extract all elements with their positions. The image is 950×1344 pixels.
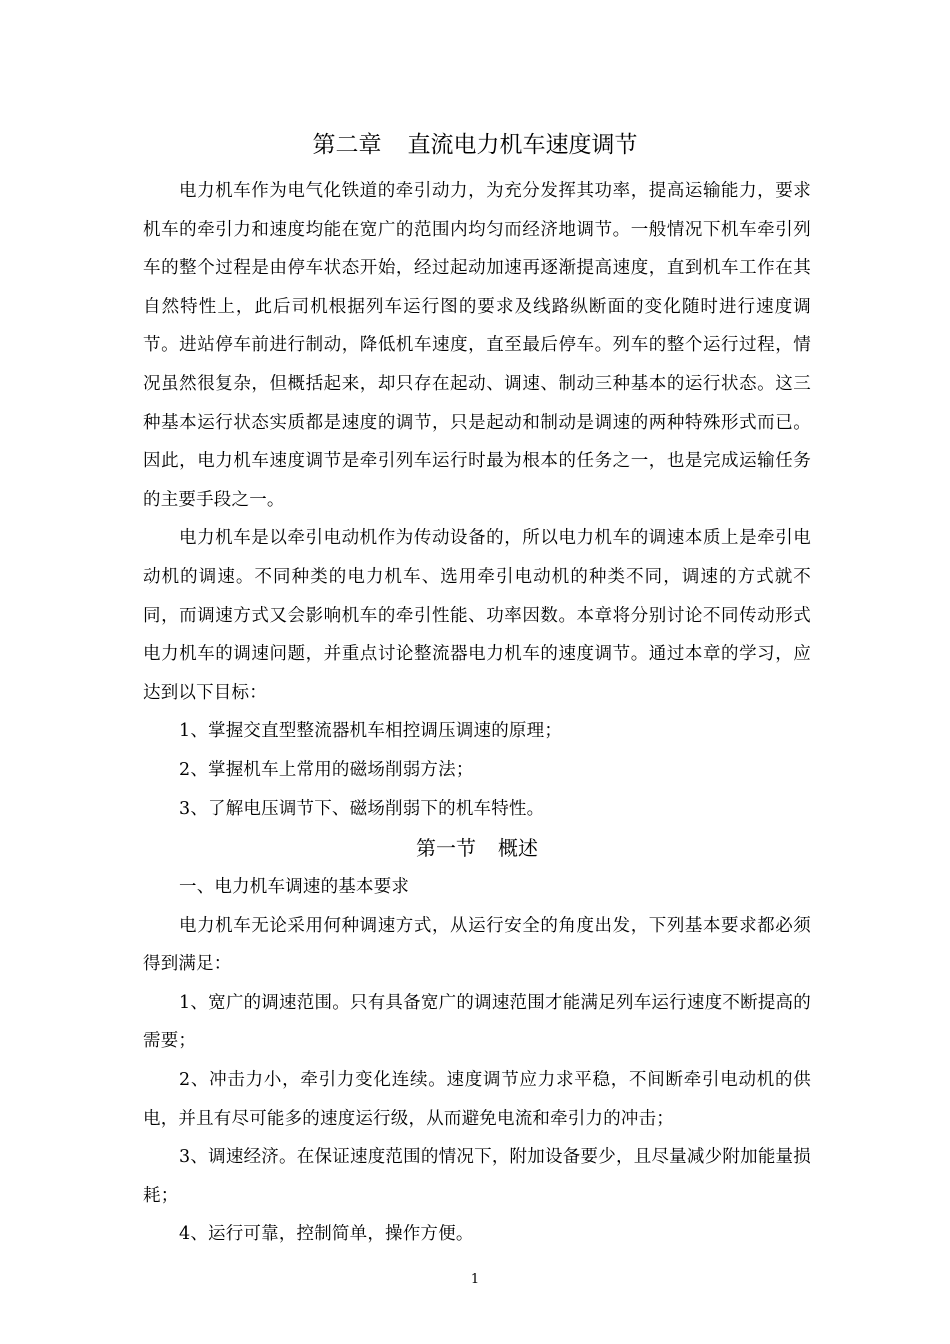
requirement-item-4: 4、运行可靠，控制简单，操作方便。: [179, 1224, 474, 1245]
section-title: [143, 828, 811, 868]
section-number: 第一节: [416, 836, 476, 861]
chapter-number: 第二章: [312, 132, 382, 158]
section-subheading: 一、电力机车调速的基本要求: [179, 877, 410, 898]
intro-paragraph-2: 电力机车是以牵引电动机作为传动设备的，所以电力机车的调速本质上是牵引电动机的调速。不同种类的电力机车、选用牵引电动机的种类不同，调速的方式就不同，而调速方式又会影响机车的牵引性能、功率因数。本章将分别讨论不同传动形式电力机车的调速问题，并重点讨论整流器电力机车的速度调节。通过本章的学习，应达到以下目标：: [143, 528, 811, 703]
goal-item-2: 2、掌握机车上常用的磁场削弱方法；: [179, 759, 474, 780]
requirement-item-3: 3、调速经济。在保证速度范围的情况下，附加设备要少，且尽量减少附加能量损耗；: [143, 1147, 811, 1206]
chapter-title: [0, 127, 950, 163]
goal-item-1: 1、掌握交直型整流器机车相控调压调速的原理；: [179, 721, 563, 742]
chapter-name: 直流电力机车速度调节: [407, 132, 638, 158]
requirement-item-2: 2、冲击力小，牵引力变化连续。速度调节应力求平稳，不间断牵引电动机的供电，并且有尽可能多的速度运行级，从而避免电流和牵引力的冲击；: [143, 1070, 811, 1129]
intro-paragraph-1: 电力机车作为电气化铁道的牵引动力，为充分发挥其功率，提高运输能力，要求机车的牵引力和速度均能在宽广的范围内均匀而经济地调节。一般情况下机车牵引列车的整个过程是由停车状态开始，经过起动加速再逐渐提高速度，直到机车工作在其自然特性上，此后司机根据列车运行图的要求及线路纵断面的变化随时进行速度调节。进站停车前进行制动，降低机车速度，直至最后停车。列车的整个运行过程，情况虽然很复杂，但概括起来，却只存在起动、调速、制动三种基本的运行状态。这三种基本运行状态实质都是速度的调节，只是起动和制动是调速的两种特殊形式而已。因此，电力机车速度调节是牵引列车运行时最为根本的任务之一，也是完成运输任务的主要手段之一。: [143, 181, 811, 510]
section-name: 概述: [498, 836, 538, 861]
requirement-item-1: 1、宽广的调速范围。只有具备宽广的调速范围才能满足列车运行速度不断提高的需要；: [143, 992, 811, 1052]
goal-item-3: 3、了解电压调节下、磁场削弱下的机车特性。: [179, 798, 545, 819]
section-lead-paragraph: 电力机车无论采用何种调速方式，从运行安全的角度出发，下列基本要求都必须得到满足：: [143, 915, 811, 975]
page-number: 1: [470, 1272, 480, 1287]
body-text: [143, 172, 811, 1254]
